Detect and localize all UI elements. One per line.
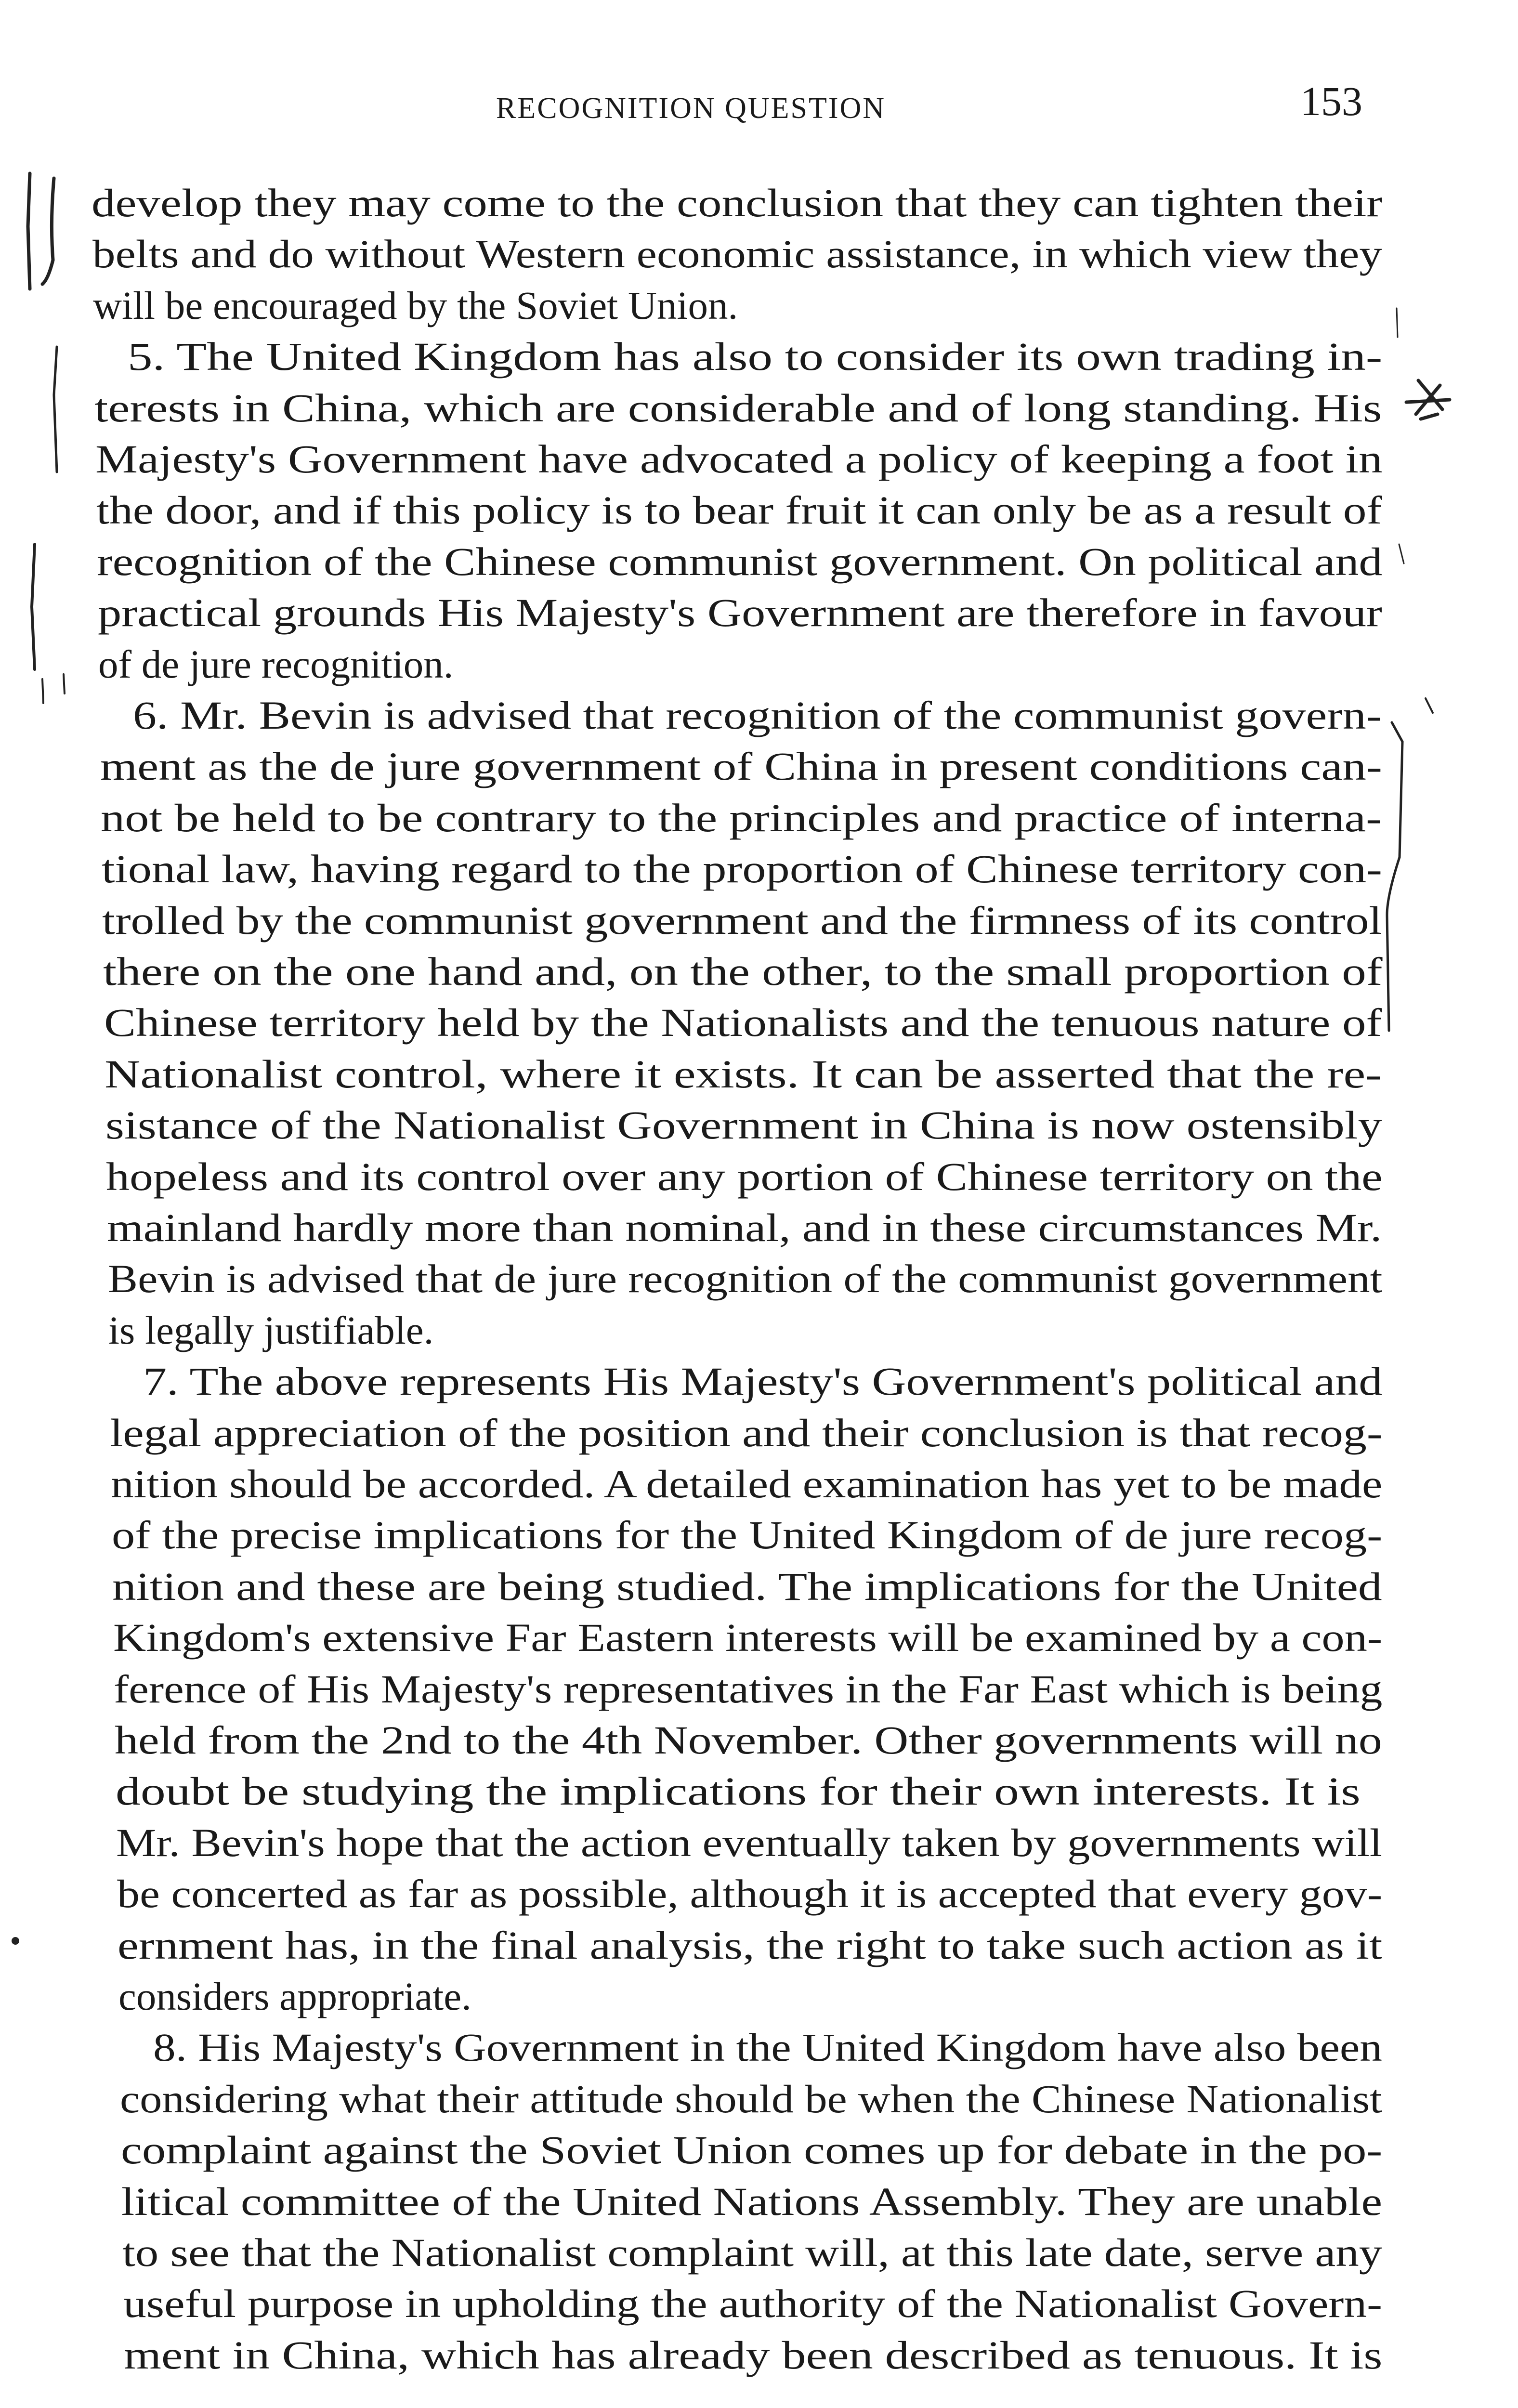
text-line: 5. The United Kingdom has also to consider its own trading in-	[128, 334, 1383, 379]
text-line: ment in China, which has already been described as tenuous. It is	[124, 2333, 1383, 2377]
text-line: Mr. Bevin's hope that the action eventually taken by governments will	[116, 1820, 1382, 1865]
text-line: doubt be studying the implications for their own interests. It is	[116, 1769, 1361, 1813]
margin-dot	[12, 1937, 19, 1945]
text-line: sistance of the Nationalist Government in China is now ostensibly	[105, 1103, 1382, 1147]
text-line: be concerted as far as possible, although it is accepted that every gov-	[117, 1871, 1383, 1916]
text-line: Majesty's Government have advocated a policy of keeping a foot in	[95, 437, 1383, 481]
text-line: terests in China, which are considerable and of long standing. His	[94, 386, 1382, 430]
text-line: nition should be accorded. A detailed examination has yet to be made	[111, 1462, 1383, 1506]
text-line: 7. The above represents His Majesty's Government's political and	[143, 1359, 1383, 1403]
star-icon	[1406, 380, 1450, 419]
text-line: tional law, having regard to the proportion of Chinese territory con-	[102, 847, 1382, 891]
text-line: considers appropriate.	[118, 1974, 471, 2018]
text-line: will be encouraged by the Soviet Union.	[93, 283, 738, 327]
text-line: Kingdom's extensive Far Eastern interests will be examined by a con-	[113, 1615, 1383, 1660]
text-line: not be held to be contrary to the principles and practice of interna-	[101, 796, 1382, 840]
text-line: 8. His Majesty's Government in the United Kingdom have also been	[153, 2025, 1383, 2069]
text-line: to see that the Nationalist complaint will, at this late date, serve any	[122, 2230, 1383, 2275]
margin-dash-3	[1397, 308, 1398, 337]
text-line: ment as the de jure government of China in present conditions can-	[100, 744, 1382, 788]
margin-bar-para5	[54, 347, 57, 472]
text-line: belts and do without Western economic assistance, in which view they	[92, 232, 1382, 276]
margin-dash-4	[1399, 544, 1404, 563]
text-line: the door, and if this policy is to bear fruit it can only be as a result of	[96, 488, 1382, 532]
text-line: 6. Mr. Bevin is advised that recognition of the communist govern-	[133, 693, 1382, 737]
text-line: ference of His Majesty's representatives in the Far East which is being	[114, 1667, 1383, 1711]
text-line: litical committee of the United Nations Assembly. They are unable	[121, 2179, 1382, 2224]
margin-bar-para5b	[32, 544, 35, 669]
text-line: Bevin is advised that de jure recognition of the communist government	[108, 1256, 1383, 1301]
margin-dash-2	[64, 674, 65, 694]
text-line: recognition of the Chinese communist government. On political and	[97, 539, 1383, 584]
margin-bar-left-2	[42, 178, 54, 284]
margin-dash-1	[42, 679, 43, 703]
text-line: ernment has, in the final analysis, the right to take such action as it	[118, 1923, 1383, 1967]
text-line: trolled by the communist government and the firmness of its control	[102, 898, 1382, 942]
margin-bracket-para6	[1387, 722, 1402, 1031]
text-line: legal appreciation of the position and their conclusion is that recog-	[110, 1411, 1383, 1455]
text-line: considering what their attitude should be when the Chinese Nationalist	[120, 2077, 1382, 2121]
text-line: there on the one hand and, on the other, to the small proportion of	[103, 949, 1383, 994]
text-line: develop they may come to the conclusion that they can tighten their	[92, 181, 1383, 225]
text-line: useful purpose in upholding the authority of the Nationalist Govern-	[123, 2281, 1382, 2326]
margin-tick-right	[1426, 698, 1433, 713]
text-line: Nationalist control, where it exists. It can be asserted that the re-	[105, 1052, 1382, 1096]
text-line: held from the 2nd to the 4th November. Other governments will no	[115, 1718, 1382, 1762]
text-line: hopeless and its control over any portion of Chinese territory on the	[106, 1154, 1383, 1199]
text-line: is legally justifiable.	[108, 1308, 434, 1352]
text-line: Chinese territory held by the Nationalists and the tenuous nature of	[104, 1000, 1382, 1045]
running-title: RECOGNITION QUESTION	[496, 92, 886, 125]
text-line: of de jure recognition.	[98, 642, 454, 686]
text-line: mainland hardly more than nominal, and in these circumstances Mr.	[107, 1205, 1382, 1250]
margin-bar-left-1	[28, 173, 30, 289]
text-line: complaint against the Soviet Union comes up for debate in the po-	[121, 2128, 1383, 2172]
text-line: of the precise implications for the United Kingdom of de jure recog-	[112, 1513, 1383, 1557]
text-line: practical grounds His Majesty's Government are therefore in favour	[98, 590, 1382, 635]
text-line: nition and these are being studied. The implications for the United	[112, 1564, 1382, 1609]
page-number: 153	[1300, 78, 1362, 124]
